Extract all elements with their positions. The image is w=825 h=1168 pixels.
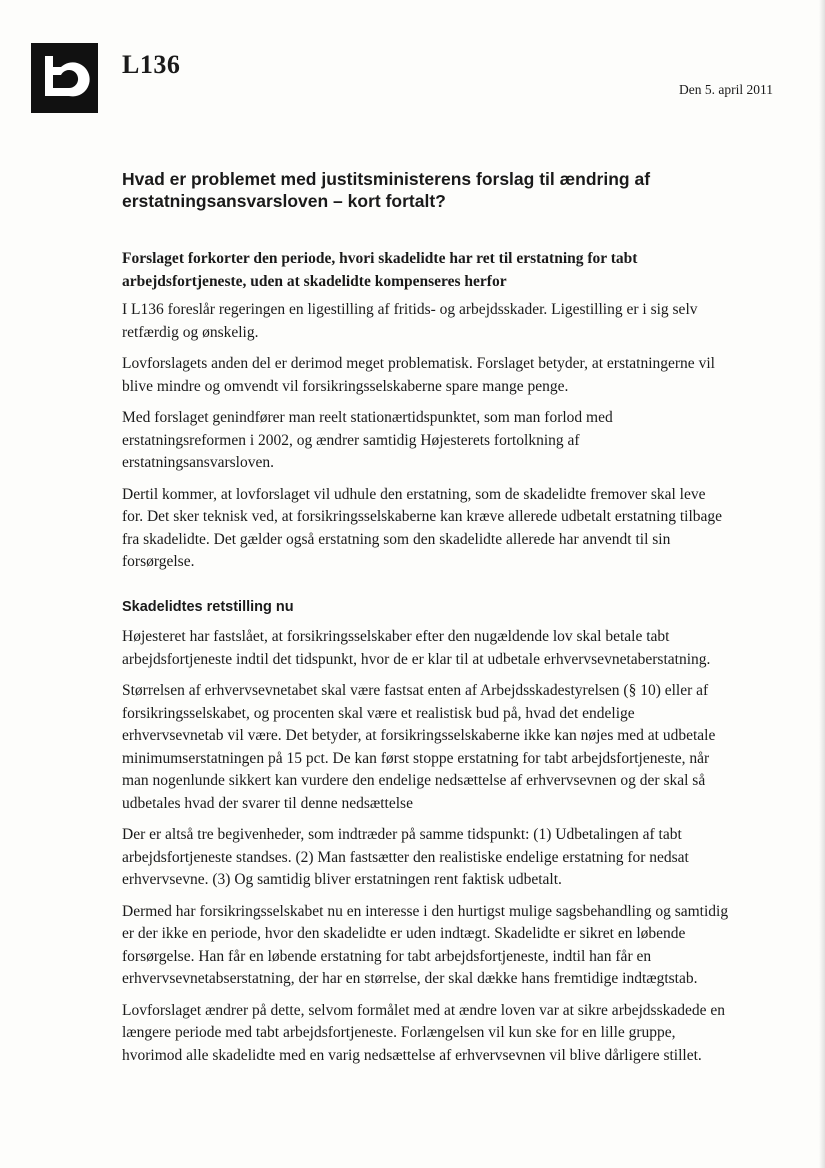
paragraph: Højesteret har fastslået, at forsikringsselskaber efter den nugældende lov skal betale tabt arbejdsfortjeneste indtil det tidspunkt, hvor de er klar til at udbetale erhvervsevnetaberstatning.	[122, 628, 711, 668]
paragraph: Dermed har forsikringsselskabet nu en interesse i den hurtigst mulige sagsbehandling og samtidig er der ikke en periode, hvor den skadelidte er uden indtægt. Skadelidte er sikret en løbende forsørgelse. Han får en løbende erstatning for tabt arbejdsfortjeneste, indtil han får en erhvervsevnetabserstatning, der har en størrelse, der skal dække hans fremtidige indtægtstab.	[122, 902, 729, 987]
document-date: Den 5. april 2011	[679, 82, 773, 97]
paragraph: Der er altså tre begivenheder, som indtræder på samme tidspunkt: (1) Udbetalingen af tabt arbejdsfortjeneste standses. (2) Man fastsætter den realistiske endelige erstatning for nedsat erhvervsevne. (3) Og samtidig bliver erstatningen rent faktisk udbetalt.	[122, 826, 689, 888]
paragraph: Med forslaget genindfører man reelt stationærtidspunktet, som man forlod med erstatningsreformen i 2002, og ændrer samtidig Højesterets fortolkning af erstatningsansvarsloven.	[122, 409, 613, 471]
sub-heading: Skadelidtes retstilling nu	[122, 598, 294, 615]
paragraph: Dertil kommer, at lovforslaget vil udhule den erstatning, som de skadelidte fremover skal leve for. Det sker teknisk ved, at forsikringsselskaberne kan kræve allerede udbetalt erstatning tilbage fra skadelidte. Det gælder også erstatning som den skadelidte allerede har anvendt til sin forsørgelse.	[122, 485, 723, 570]
paragraph: I L136 foreslår regeringen en ligestilling af fritids- og arbejdsskader. Ligestilling er i sig selv retfærdig og ønskelig.	[122, 301, 698, 341]
page-title: Hvad er problemet med justitsministerens forslag til ændring af erstatningsansvarsloven – kort fortalt?	[122, 169, 651, 211]
paragraph: Lovforslaget ændrer på dette, selvom formålet med at ændre loven var at sikre arbejdsskadede en længere periode med tabt arbejdsfortjeneste. Forlængelsen vil kun ske for en lille gruppe, hvorimod alle skadelidte med en varig nedsættelse af erhvervsevnen vil blive dårligere stillet.	[122, 1001, 725, 1064]
section-heading: Forslaget forkorter den periode, hvori skadelidte har ret til erstatning for tabt arbejdsfortjeneste, uden at skadelidte kompenseres herfor	[122, 250, 638, 290]
scan-edge	[819, 0, 825, 1168]
document-body	[122, 248, 730, 1076]
paragraph: Lovforslagets anden del er derimod meget problematisk. Forslaget betyder, at erstatningerne vil blive mindre og omvendt vil forsikringsselskaberne spare mange penge.	[122, 355, 715, 395]
paragraph: Størrelsen af erhvervsevnetabet skal være fastsat enten af Arbejdsskadestyrelsen (§ 10) eller af forsikringsselskabet, og procenten skal være et realistisk bud på, hvad det endelige erhvervsevnetab vil være. Det betyder, at forsikringsselskaberne ikke kan nøjes med at udbetale minimumserstatningen på 15 pct. De kan først stoppe erstatning for tabt arbejdsfortjeneste, når man nogenlunde sikkert kan vurdere den endelige nedsættelse af erhvervsevnen og der skal så udbetales hvad der svarer til denne nedsættelse	[122, 682, 716, 812]
lo-logo-icon	[31, 43, 98, 113]
document-id: L136	[122, 50, 181, 79]
